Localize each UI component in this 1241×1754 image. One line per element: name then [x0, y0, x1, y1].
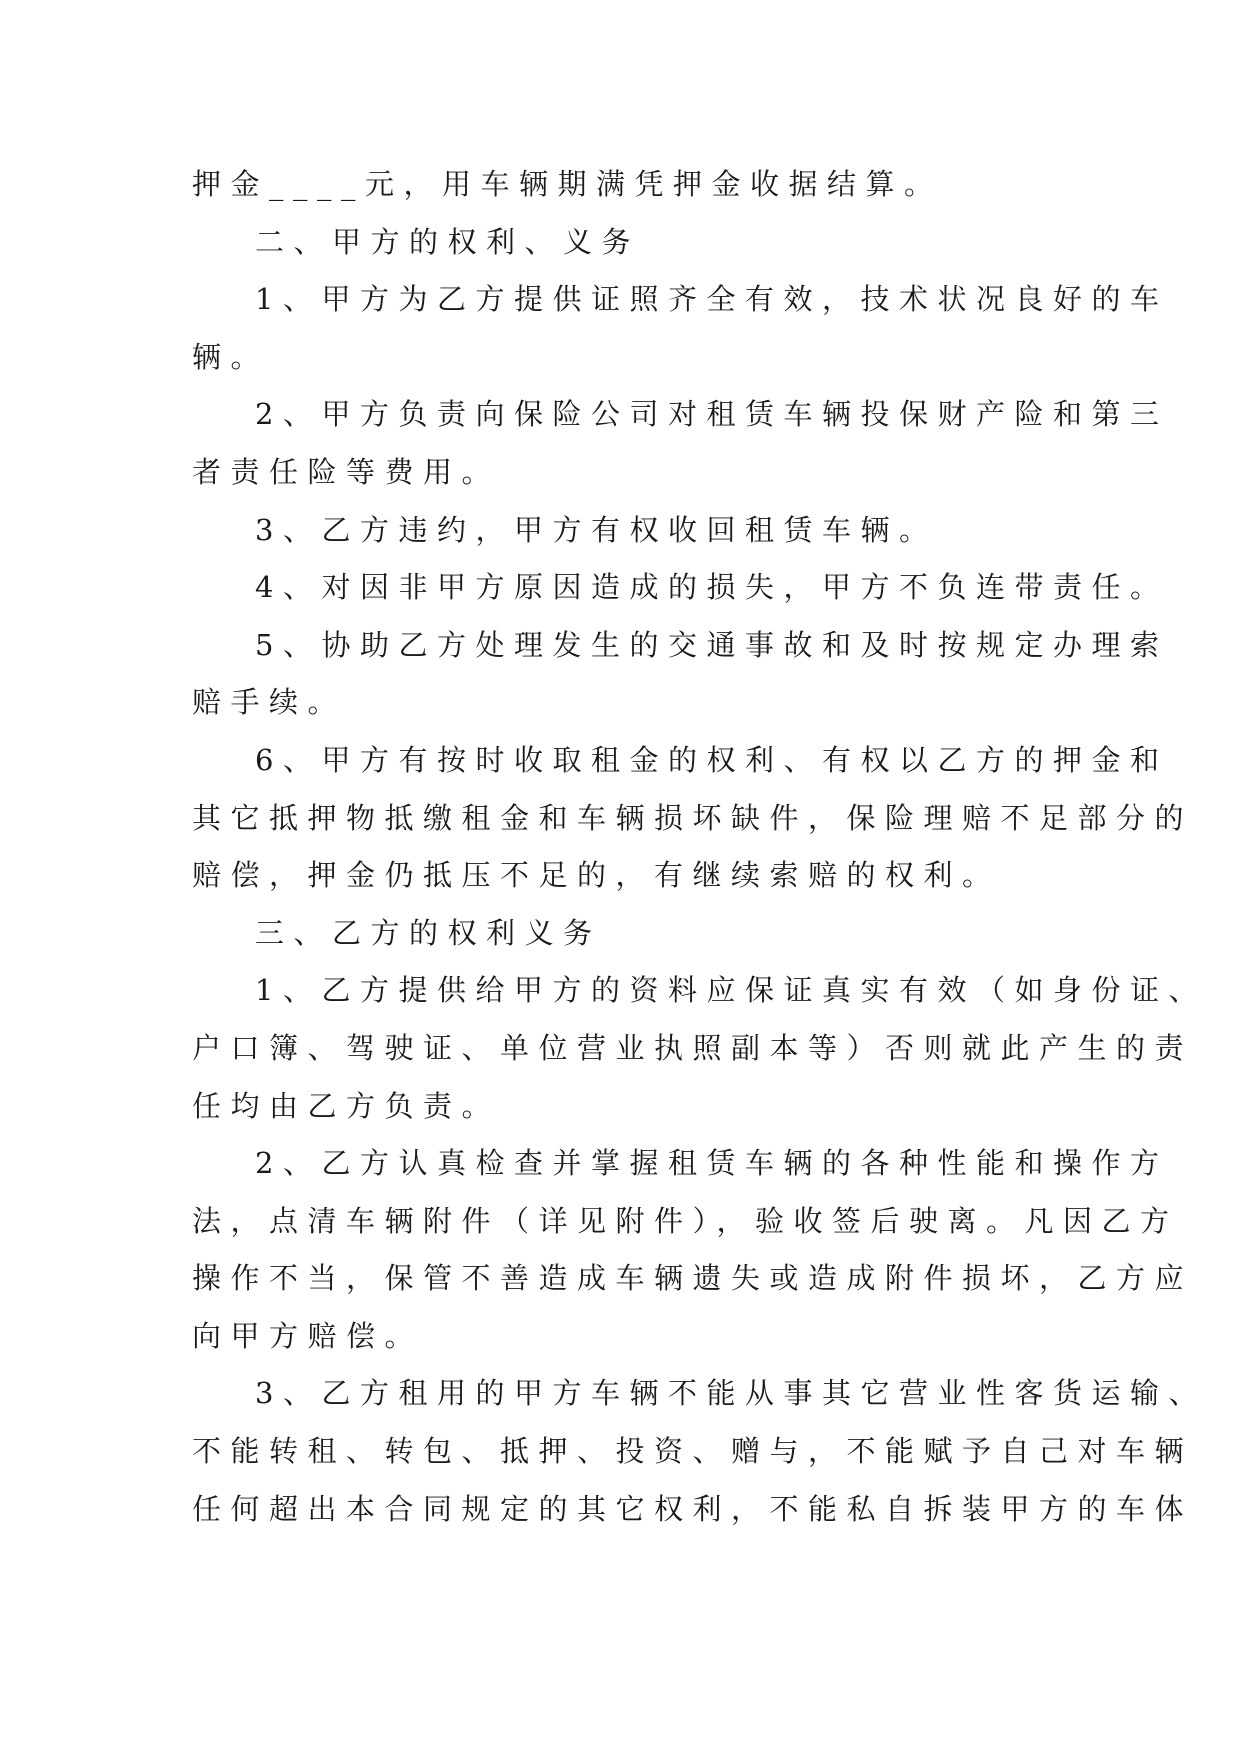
section-heading: 三、乙方的权利义务: [255, 915, 602, 950]
text-line: 任均由乙方负责。: [192, 1088, 501, 1123]
text-line: 3、乙方违约，甲方有权收回租赁车辆。: [255, 512, 938, 547]
text-line: 向甲方赔偿。: [192, 1318, 424, 1353]
text-line: 辆。: [192, 339, 270, 374]
text-line: 法，点清车辆附件（详见附件），验收签后驶离。凡因乙方: [192, 1203, 1179, 1238]
text-line: 6、甲方有按时收取租金的权利、有权以乙方的押金和: [255, 742, 1169, 777]
text-line: 4、对因非甲方原因造成的损失，甲方不负连带责任。: [255, 570, 1169, 605]
text-line: 2、甲方负责向保险公司对租赁车辆投保财产险和第三: [255, 397, 1169, 432]
text-line: 2、乙方认真检查并掌握租赁车辆的各种性能和操作方: [255, 1146, 1169, 1181]
text-line: 其它抵押物抵缴租金和车辆损坏缺件，保险理赔不足部分的: [192, 800, 1194, 835]
text-line: 押金____元，用车辆期满凭押金收据结算。: [192, 167, 943, 201]
section-heading: 二、甲方的权利、义务: [255, 224, 641, 259]
text-line: 者责任险等费用。: [192, 454, 501, 489]
text-line: 3、乙方租用的甲方车辆不能从事其它营业性客货运输、: [255, 1376, 1207, 1411]
text-line: 1、乙方提供给甲方的资料应保证真实有效（如身份证、: [255, 973, 1207, 1008]
text-line: 不能转租、转包、抵押、投资、赠与，不能赋予自己对车辆: [192, 1434, 1194, 1469]
document-body: [192, 156, 1207, 1538]
text-line: 任何超出本合同规定的其它权利，不能私自拆装甲方的车体: [192, 1491, 1194, 1526]
text-line: 1、甲方为乙方提供证照齐全有效，技术状况良好的车: [255, 282, 1169, 317]
text-line: 赔偿，押金仍抵压不足的，有继续索赔的权利。: [192, 858, 1001, 893]
text-line: 户口簿、驾驶证、单位营业执照副本等）否则就此产生的责: [192, 1030, 1194, 1065]
text-line: 操作不当，保管不善造成车辆遗失或造成附件损坏，乙方应: [192, 1261, 1194, 1296]
text-line: 赔手续。: [192, 685, 347, 720]
text-line: 5、协助乙方处理发生的交通事故和及时按规定办理索: [255, 627, 1169, 662]
